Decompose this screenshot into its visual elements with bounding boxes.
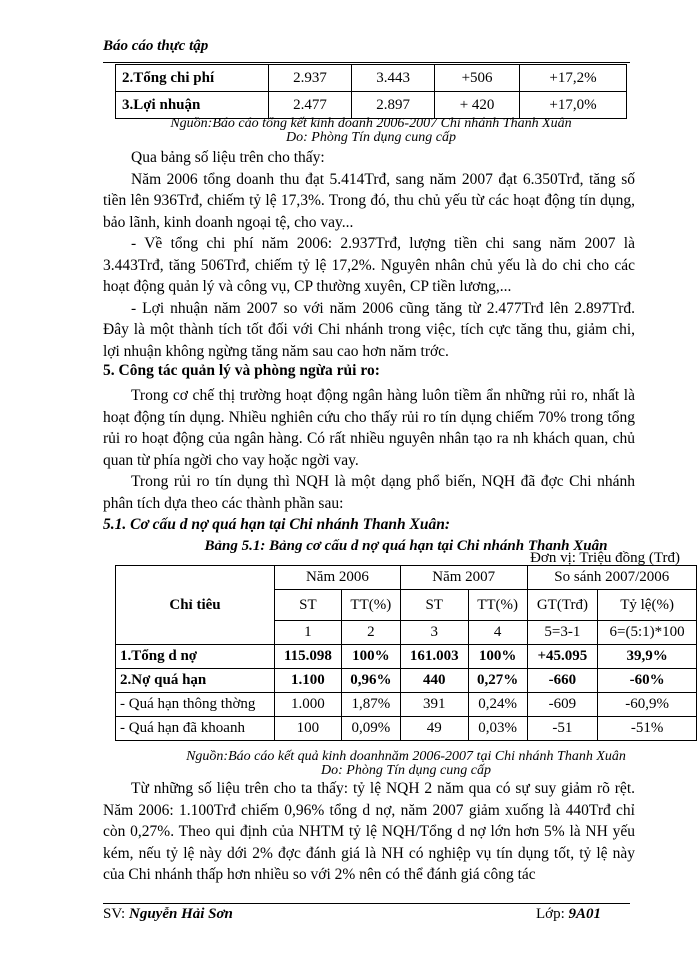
col-header-year-2007: Năm 2007 [400,566,527,590]
table-header-row [116,566,697,590]
cell-value: 440 [400,669,468,693]
analysis-block [103,147,635,362]
conclusion-block [103,778,635,886]
col-header-compare: So sánh 2007/2006 [527,566,696,590]
row-label: 3.Lợi nhuận [116,92,269,119]
cell-value: 161.003 [400,645,468,669]
source-note-2 [115,750,697,778]
cell-value: -60% [598,669,697,693]
cell-value: 0,09% [341,717,400,741]
cell-diff: + 420 [435,92,520,119]
table-row [116,65,627,92]
paragraph: Trong rủi ro tín dụng thì NQH là một dạng phổ biến, NQH đã đợc Chi nhánh phân tích dựa theo các thành phần sau: [103,473,635,512]
col-header-gt: GT(Trđ) [527,590,598,621]
cell-value: 39,9% [598,645,697,669]
page-header: Báo cáo thực tập [103,38,209,54]
cell-2006: 2.937 [269,65,352,92]
cell-value: 100% [341,645,400,669]
class-name: 9A01 [568,906,602,922]
col-header-year-2006: Năm 2006 [275,566,401,590]
source-line: Do: Phòng Tín dụng cung cấp [286,130,456,145]
section-heading: 5. Công tác quản lý và phòng ngừa rủi ro: [103,362,380,379]
footer-class [536,906,601,923]
table-row [116,693,697,717]
overdue-debt-table [115,565,697,741]
header-rule [103,62,630,63]
cell-pct: +17,2% [519,65,626,92]
cell-value: 49 [400,717,468,741]
col-index: 2 [341,621,400,645]
table-row [116,669,697,693]
row-label: 1.Tổng d nợ [116,645,275,669]
col-header-ratio: Tỷ lệ(%) [598,590,697,621]
row-label: 2.Nợ quá hạn [116,669,275,693]
paragraph: Qua bảng số liệu trên cho thấy: [131,149,325,166]
paragraph: Từ những số liệu trên cho ta thấy: tỷ lệ NQH 2 năm qua có sự suy giảm rõ rệt. Năm 2006: 1.100Trđ chiếm 0,96% tổng d nợ, năm 2007 giảm xuống là 440Trđ chỉ còn 0,27%. Theo qui định của NHTM tỷ lệ NQH/Tổng d nợ lớn hơn 5% là NH yếu kém, nếu tỷ lệ này dới 2% đợc đánh giá là NH có nghiệp vụ tín dụng tốt, tỷ lệ này của Chi nhánh thấp hơn nhiều so với 2% nên có thể đánh giá công tác [103,780,635,883]
footer-rule [103,903,630,904]
cell-value: -60,9% [598,693,697,717]
col-header-st: ST [400,590,468,621]
cell-diff: +506 [435,65,520,92]
class-label: Lớp: [536,906,565,922]
cell-value: 0,27% [468,669,527,693]
source-note-1 [115,117,627,145]
summary-table [115,64,627,119]
unit-note: Đơn vị: Triệu đồng (Trđ) [530,550,680,566]
footer-student [103,906,233,923]
subsection-heading: 5.1. Cơ cấu d nợ quá hạn tại Chi nhánh Thanh Xuân: [103,516,451,533]
cell-value: 1,87% [341,693,400,717]
cell-2007: 2.897 [352,92,435,119]
cell-pct: +17,0% [519,92,626,119]
cell-value: -51% [598,717,697,741]
cell-value: 100% [468,645,527,669]
row-label: 2.Tổng chi phí [116,65,269,92]
source-line: Do: Phòng Tín dụng cung cấp [321,763,491,778]
cell-value: 115.098 [275,645,342,669]
cell-value: 1.100 [275,669,342,693]
paragraph: - Về tổng chi phí năm 2006: 2.937Trđ, lượng tiền chi sang năm 2007 là 3.443Trđ, tăng 506Trđ, chiếm tỷ lệ 17,2%. Nguyên nhân chủ yếu là do chi cho các hoạt động quản lý và công vụ, CP thường xuyên, CP tiền lương,... [103,235,635,295]
table-row [116,645,697,669]
cell-value: -660 [527,669,598,693]
table-row [116,717,697,741]
paragraph: Năm 2006 tổng doanh thu đạt 5.414Trđ, sang năm 2007 đạt 6.350Trđ, tăng số tiền lên 936Trđ, chiếm tỷ lệ 17,3%. Trong đó, thu chủ yếu từ các hoạt động tín dụng, bảo lãnh, kinh doanh ngoại tệ, cho vay... [103,170,635,231]
section5-block [103,385,635,514]
cell-value: 0,96% [341,669,400,693]
cell-value: 0,24% [468,693,527,717]
col-index: 4 [468,621,527,645]
cell-value: -609 [527,693,598,717]
col-index: 3 [400,621,468,645]
row-label: - Quá hạn đã khoanh [116,717,275,741]
table-row [116,92,627,119]
student-name: Nguyễn Hải Sơn [128,906,233,922]
cell-value: 391 [400,693,468,717]
cell-2007: 3.443 [352,65,435,92]
student-label: SV: [103,906,126,922]
col-header-tt: TT(%) [341,590,400,621]
cell-value: 100 [275,717,342,741]
source-line: Nguồn:Báo cáo kết quả kinh doanhnăm 2006-2007 tại Chi nhánh Thanh Xuân [186,749,626,764]
table-caption: Bảng 5.1: Bảng cơ cấu d nợ quá hạn tại Chi nhánh Thanh Xuân [204,538,608,554]
paragraph: - Lợi nhuận năm 2007 so với năm 2006 cũng tăng từ 2.477Trđ lên 2.897Trđ. Đây là một thành tích tốt đối với Chi nhánh trong việc, tích cực tăng thu, giảm chi, lợi nhuận không ngừng tăng năm sau cao hơn năm trớc. [103,299,635,360]
cell-value: -51 [527,717,598,741]
col-header-st: ST [275,590,342,621]
cell-2006: 2.477 [269,92,352,119]
col-header-indicator: Chỉ tiêu [116,566,275,645]
paragraph: Trong cơ chế thị trường hoạt động ngân hàng luôn tiềm ẩn những rủi ro, nhất là hoạt động tín dụng. Nhiều nghiên cứu cho thấy rủi ro tín dụng chiếm 70% trong tổng rủi ro hoạt động của ngân hàng. Có rất nhiều nguyên nhân tạo ra nh khách quan, chủ quan từ phía ngời cho vay hoặc ngời vay. [103,387,635,469]
cell-value: +45.095 [527,645,598,669]
col-index: 6=(5:1)*100 [598,621,697,645]
col-index: 5=3-1 [527,621,598,645]
col-index: 1 [275,621,342,645]
row-label: - Quá hạn thông thờng [116,693,275,717]
source-line: Nguồn:Báo cáo tổng kết kinh doanh 2006-2007 Chi nhánh Thanh Xuân [170,116,572,131]
cell-value: 1.000 [275,693,342,717]
col-header-tt: TT(%) [468,590,527,621]
cell-value: 0,03% [468,717,527,741]
